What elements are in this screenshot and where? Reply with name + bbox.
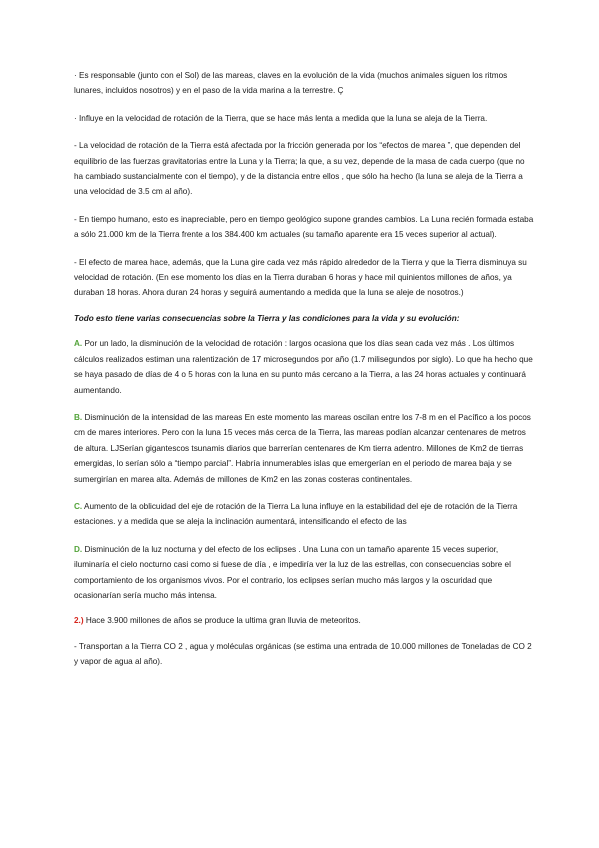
consequence-c-letter: C. — [74, 501, 83, 511]
consequence-c-text: Aumento de la oblicuidad del eje de rotación de la Tierra La luna influye en la estabilidad del eje de rotación de la Tierra estaciones. y a medida que se aleja la inclinación aumentará, intensificando el efecto de las — [74, 501, 518, 527]
consequence-b-letter: B. — [74, 412, 83, 422]
consequence-b — [74, 410, 535, 487]
consequence-a — [74, 336, 535, 398]
consequence-b-text: Disminución de la intensidad de las mareas En este momento las mareas oscilan entre los 7-8 m en el Pacífico a los pocos cm de mares interiores. Pero con la luna 15 veces más cerca de la Tierra, las mareas podían alcanzar centenares de metros de altura. LJSerían gigantescos tsunamis diarios que barrerían centenares de Km tierra adentro. Millones de Km2 de tierras emergidas, lo serían sólo a “tiempo parcial”. Habría innumerables islas que emergerían en el periodo de marea baja y se sumergirían en marea alta. Además de millones de Km2 en las zonas costeras continentales. — [74, 412, 531, 484]
section-2-number: 2.) — [74, 616, 84, 626]
paragraph-geological-time: - En tiempo humano, esto es inapreciable, pero en tiempo geológico supone grandes cambios. La Luna recién formada estaba a sólo 21.000 km de la Tierra frente a los 384.400 km actuales (su tamaño aparente era 15 veces superior al actual). — [74, 214, 534, 240]
paragraph-rotation-speed: · Influye en la velocidad de rotación de la Tierra, que se hace más lenta a medida que la luna se aleja de la Tierra. — [74, 113, 488, 123]
consequence-d — [74, 542, 535, 604]
paragraph-meteorite-contents: - Transportan a la Tierra CO 2 , agua y moléculas orgánicas (se estima una entrada de 10.000 millones de Toneladas de CO 2 y vapor de agua al año). — [74, 641, 532, 667]
paragraph-tidal-effect: - El efecto de marea hace, además, que la Luna gire cada vez más rápido alrededor de la Tierra y que la Tierra disminuya su velocidad de rotación. (En ese momento los días en la Tierra duraban 6 horas y hace mil quinientos millones de años, ya duraban 18 horas. Ahora duran 24 horas y seguirá aumentando a medida que la luna se aleje de nosotros.) — [74, 257, 527, 298]
paragraph-tidal-friction: - La velocidad de rotación de la Tierra está afectada por la fricción generada por los “efectos de marea ”, que dependen del equilibrio de las fuerzas gravitatorias entre la Luna y la Tierra; la que, a su vez, depende de la masa de cada cuerpo (que no ha cambiado sustancialmente con el tiempo), y de la distancia entre ellos , que sólo ha hecho (la luna se aleja de la Tierra a una velocidad de 3.5 cm al año). — [74, 141, 525, 197]
paragraph-tides: · Es responsable (junto con el Sol) de las mareas, claves en la evolución de la vida (muchos animales siguen los ritmos lunares, incluidos nosotros) y en el paso de la vida marina a la terrestre. Ç — [74, 71, 508, 96]
consequence-d-letter: D. — [74, 544, 83, 554]
consequence-a-letter: A. — [74, 339, 83, 349]
consequence-a-text: Por un lado, la disminución de la velocidad de rotación : largos ocasiona que los días sean cada vez más . Los últimos cálculos realizados estiman una ralentización de 17 microsegundos por año (1.7 milisegundos por siglo). Lo que ha hecho que se haya pasado de días de 4 o 5 horas con la luna en su punto más cercano a la Tierra, a las 24 horas actuales y continuará aumentando. — [74, 339, 533, 395]
consequence-c — [74, 499, 535, 530]
consequence-d-text: Disminución de la luz nocturna y del efecto de los eclipses . Una Luna con un tamaño aparente 15 veces superior, iluminaría el cielo nocturno casi como si fuese de día , e impediría ver la luz de las estrellas, con consecuencias sobre el comportamiento de los organismos vivos. Por el contrario, los eclipses serían mucho más largos y la oscuridad que ocasionarían sería mucho más intensa. — [74, 544, 511, 600]
section-2-text: Hace 3.900 millones de años se produce la ultima gran lluvia de meteoritos. — [83, 616, 361, 626]
section-2-meteorites — [74, 613, 535, 628]
consequences-heading: Todo esto tiene varias consecuencias sobre la Tierra y las condiciones para la vida y su evolución: — [74, 313, 460, 323]
